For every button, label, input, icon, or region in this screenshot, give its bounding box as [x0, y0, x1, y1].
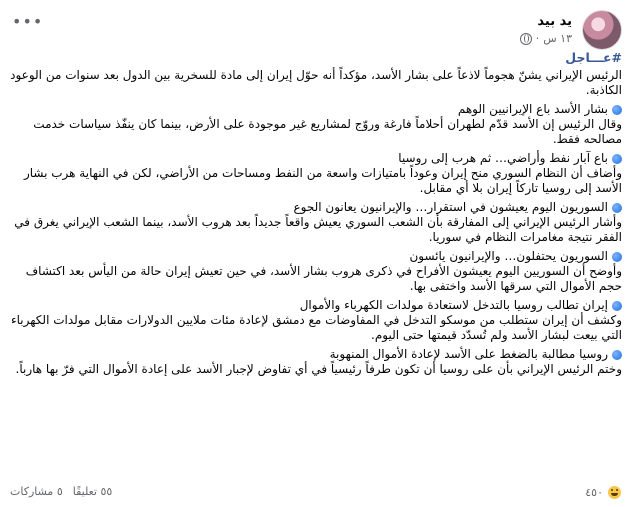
section-text: وأوضح أن السوريين اليوم يعيشون الأفراح في ذكرى هروب بشار الأسد، في حين تعيش إيران حالة من اليأس بعد اكتشاف حجم الأموال التي سرقها الأسد واختفى بها.: [25, 264, 622, 293]
post-time[interactable]: ١٣ س: [543, 32, 572, 45]
section-text: وكشف أن إيران ستطلب من موسكو التدخل في المفاوضات مع دمشق لإعادة مئات ملايين الدولارات مقابل مولدات الكهرباء التي بيعت لبشار الأسد ولم تُسدّد قيمتها حتى اليوم.: [11, 313, 622, 342]
section-text: وختم الرئيس الإيراني بأن على روسيا أن تكون طرفاً رئيسياً في أي تفاوض لإجبار الأسد على إعادة الأموال التي فرّ بها هارباً.: [15, 362, 622, 376]
comments-count[interactable]: ٥٥ تعليقًا: [72, 485, 113, 498]
blue-circle-icon: [612, 154, 622, 164]
more-options-icon[interactable]: •••: [12, 12, 44, 31]
post-header: [10, 10, 622, 52]
section-text: وأشار الرئيس الإيراني إلى المفارقة بأن الشعب السوري يعيش واقعاً جديداً بعد هروب الأسد، بينما الشعب الإيراني يغرق في الفقر نتيجة مغامرات النظام في سوريا.: [14, 215, 622, 244]
section-text: وقال الرئيس إن الأسد قدّم لطهران أحلاماً فارغة وروّج لمشاريع غير موجودة على الأرض، بينما كان ينفّذ سياسات خدمت مصالحه فقط.: [33, 117, 622, 146]
blue-circle-icon: [612, 252, 622, 262]
section-title: بشار الأسد باع الإيرانيين الوهم: [457, 102, 608, 116]
intro-text: الرئيس الإيراني يشنّ هجوماً لاذعاً على بشار الأسد، مؤكداً أنه حوّل إيران إلى مادة للسخرية بين الدول بعد سنوات من الوعود الكاذبة.: [10, 68, 622, 97]
section: [10, 151, 622, 196]
reactions-count[interactable]: ٤٥٠: [585, 486, 603, 499]
haha-reaction-icon: [607, 485, 622, 500]
section-title: السوريون يحتفلون… والإيرانيون يائسون: [409, 249, 608, 263]
section: [10, 249, 622, 294]
reactions-summary[interactable]: [585, 485, 622, 500]
blue-circle-icon: [612, 301, 622, 311]
section: [10, 200, 622, 245]
section-title: السوريون اليوم يعيشون في استقرار… والإيرانيون يعانون الجوع: [293, 200, 608, 214]
blue-circle-icon: [612, 105, 622, 115]
globe-icon: [520, 33, 532, 45]
section: [10, 298, 622, 343]
engagement-stats: [10, 485, 112, 498]
section-text: وأضاف أن النظام السوري منح إيران وعوداً بامتيازات واسعة من النفط ومساحات من الأراضي، لكن في النهاية هرب بشار الأسد إلى روسيا تاركاً إيران بلا أي مقابل.: [23, 166, 622, 195]
section: [10, 347, 622, 377]
meta-separator: ·: [535, 32, 540, 45]
section-title: روسيا مطالبة بالضغط على الأسد لإعادة الأموال المنهوبة: [329, 347, 608, 361]
hashtag[interactable]: #عـــاجل: [565, 50, 622, 65]
post-body: [10, 50, 622, 381]
post-meta: [520, 32, 572, 45]
avatar[interactable]: [582, 10, 622, 50]
blue-circle-icon: [612, 350, 622, 360]
section-title: باع آبار نفط وأراضي… ثم هرب إلى روسيا: [398, 151, 608, 165]
blue-circle-icon: [612, 203, 622, 213]
section-title: إيران تطالب روسيا بالتدخل لاستعادة مولدات الكهرباء والأموال: [299, 298, 608, 312]
author-name[interactable]: يد بيد: [537, 14, 572, 29]
shares-count[interactable]: ٥ مشاركات: [10, 485, 63, 498]
post-footer: [10, 485, 622, 503]
section: [10, 102, 622, 147]
